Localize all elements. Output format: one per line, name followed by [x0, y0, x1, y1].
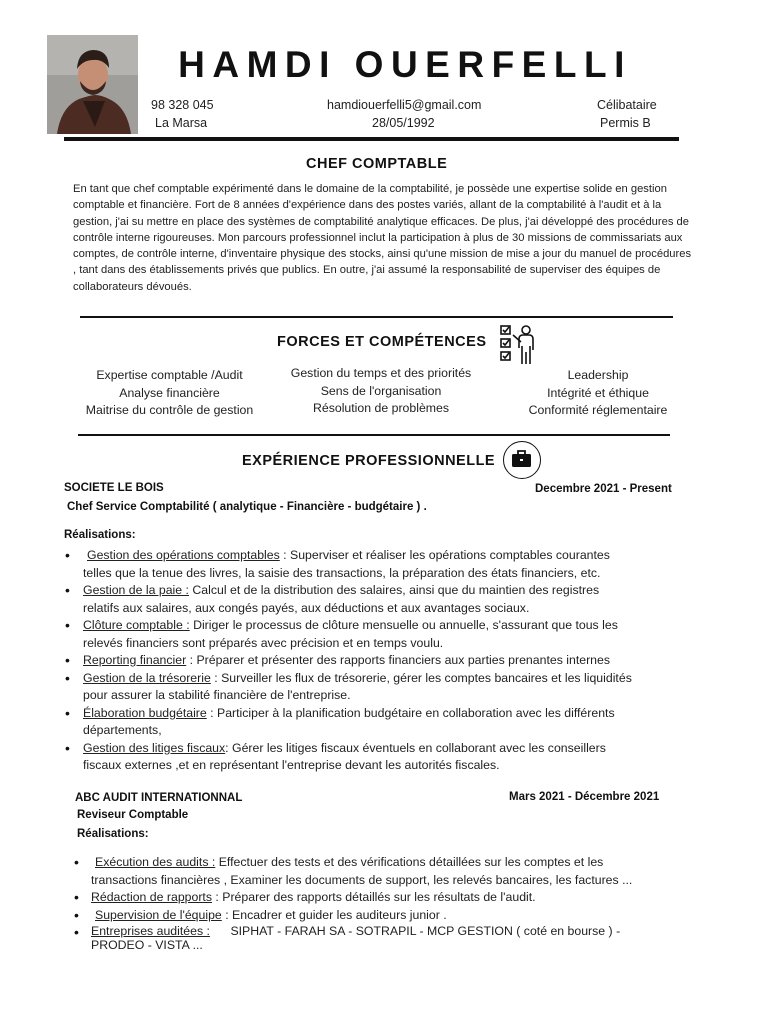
- checklist-person-icon: [499, 324, 539, 366]
- job-role: Chef Service Comptabilité ( analytique - Financière - budgétaire ) .: [67, 501, 427, 513]
- city: La Marsa: [155, 116, 208, 130]
- achievement-text: SIPHAT - FARAH SA - SOTRAPIL - MCP GESTION ( coté en bourse ) -: [230, 924, 621, 938]
- skill-item: Conformité réglementaire: [528, 403, 668, 417]
- experience-title: EXPÉRIENCE PROFESSIONNELLE: [242, 453, 496, 469]
- job-dates: Mars 2021 - Décembre 2021: [509, 791, 660, 803]
- list-item: [65, 617, 695, 652]
- achievement-title: Reporting financier: [83, 653, 187, 667]
- skill-item: Expertise comptable /Audit: [96, 368, 243, 382]
- full-name: HAMDI OUERFELLI: [178, 44, 632, 85]
- skills-column-2: [268, 365, 494, 418]
- achievement-text: départements,: [83, 723, 162, 737]
- list-item: [65, 582, 695, 617]
- achievement-text: transactions financières , Examiner les documents de support, les relevés bancaires, les factures ...: [91, 872, 633, 887]
- bullet: •: [74, 889, 79, 905]
- bullet: •: [65, 739, 70, 756]
- bullet: •: [65, 669, 70, 686]
- briefcase-icon: [503, 441, 541, 479]
- skills-column-1: [62, 367, 277, 420]
- achievement-text: relevés financiers sont préparés avec précision et en temps voulu.: [83, 635, 444, 650]
- company-name: SOCIETE LE BOIS: [64, 482, 164, 494]
- achievements-label: Réalisations:: [77, 828, 149, 840]
- bullet: •: [74, 924, 79, 940]
- achievement-title: Exécution des audits :: [95, 855, 216, 869]
- job-dates: Decembre 2021 - Present: [535, 483, 672, 495]
- achievement-title: Entreprises auditées :: [91, 924, 210, 938]
- bullet: •: [65, 704, 70, 721]
- achievement-text: Participer à la planification budgétaire en collaboration avec les différents: [217, 705, 615, 720]
- profile-photo: [47, 35, 138, 134]
- bullet: •: [74, 906, 79, 923]
- achievement-text: Superviser et réaliser les opérations comptables courantes: [290, 548, 610, 562]
- achievement-text: telles que la tenue des livres, la saisie des transactions, la préparation des états financiers, etc.: [83, 565, 601, 580]
- skill-item: Sens de l'organisation: [320, 383, 442, 398]
- birth-date: 28/05/1992: [372, 116, 435, 130]
- achievement-title: Clôture comptable :: [83, 618, 190, 632]
- achievements-label: Réalisations:: [64, 529, 136, 541]
- bullet: •: [74, 854, 79, 870]
- section-divider: [80, 316, 673, 318]
- achievement-title: Gestion de la trésorerie: [83, 670, 211, 685]
- list-item: • Rédaction de rapports : Préparer des rapports détaillés sur les résultats de l'audit.: [74, 889, 536, 905]
- achievement-text: PRODEO - VISTA ...: [91, 938, 203, 952]
- list-item: • Supervision de l'équipe : Encadrer et guider les auditeurs junior .: [74, 906, 447, 923]
- skill-item: Leadership: [567, 368, 629, 382]
- bullet: •: [65, 617, 70, 633]
- bullet: •: [65, 547, 70, 563]
- skills-title: FORCES ET COMPÉTENCES: [277, 334, 487, 350]
- skills-column-3: [508, 367, 688, 420]
- skill-item: Maitrise du contrôle de gestion: [85, 403, 254, 417]
- skill-item: Analyse financière: [119, 385, 220, 400]
- achievement-title: Élaboration budgétaire: [83, 705, 207, 720]
- achievement-text: fiscaux externes ,et en représentant l'entreprise devant les autorités fiscales.: [83, 758, 500, 772]
- job-role: Reviseur Comptable: [77, 809, 189, 821]
- achievement-title: Gestion des opérations comptables: [87, 548, 280, 562]
- profile-summary: En tant que chef comptable expérimenté dans le domaine de la comptabilité, je possède une expertise solide en gestion comptable et financière. Fort de 8 années d'expérience dans des postes variés, allant de la comptabilité à l'audit et à la gestion, j'ai su mettre en place des systèmes de comptabilité analytique efficaces. De plus, j'ai développé des procédures de contrôle interne rigoureuses. Mon parcours professionnel inclut la participation à plus de 30 missions de commissariats aux comptes, de contrôle interne, d'inventaire physique des stocks, ainsi qu'une mission de mise a jour du manuel de procédures , tant dans des établissements privés que publics. En outre, j'ai assumé la responsabilité de superviser des équipes de collaborateurs dévoués.: [73, 183, 692, 293]
- skill-item: Résolution de problèmes: [312, 401, 450, 415]
- achievement-text: Encadrer et guider les auditeurs junior .: [232, 907, 447, 922]
- list-item: • Gestion de la trésorerie : Surveiller les flux de trésorerie, gérer les comptes bancaires et les liquidités pour assurer la stabilité financière de l'entreprise.: [65, 670, 695, 705]
- list-item: [74, 924, 694, 952]
- achievement-text: Surveiller les flux de trésorerie, gérer les comptes bancaires et les liquidités: [221, 670, 632, 685]
- bullet: •: [65, 582, 70, 598]
- phone-number: 98 328 045: [151, 98, 214, 112]
- company-name: ABC AUDIT INTERNATIONNAL: [75, 792, 243, 804]
- achievement-title: Rédaction de rapports: [91, 890, 212, 904]
- achievement-text: Diriger le processus de clôture mensuelle ou annuelle, s'assurant que tous les: [193, 618, 618, 632]
- list-item: • Élaboration budgétaire : Participer à la planification budgétaire en collaboration avec les différents départements,: [65, 705, 695, 740]
- list-item: • Gestion des opérations comptables : Superviser et réaliser les opérations comptables courantes telles que la tenue des livres, la saisie des transactions, la préparation des états financiers, etc.: [65, 547, 695, 582]
- achievements-list: [74, 854, 694, 952]
- driving-license: Permis B: [600, 116, 651, 130]
- achievement-title: Supervision de l'équipe: [95, 907, 222, 922]
- achievement-text: relatifs aux salaires, aux congés payés, aux déductions et aux avantages sociaux.: [83, 600, 530, 615]
- achievement-title: Gestion des litiges fiscaux: [83, 740, 226, 755]
- achievement-text: Effectuer des tests et des vérifications détaillées sur les comptes et les: [218, 855, 604, 869]
- section-divider: [78, 434, 670, 436]
- list-item: • Gestion des litiges fiscaux: Gérer les litiges fiscaux éventuels en collaborant avec les conseillers fiscaux externes ,et en représentant l'entreprise devant les autorités fiscales.: [65, 740, 695, 775]
- achievement-text: Gérer les litiges fiscaux éventuels en collaborant avec les conseillers: [232, 740, 606, 755]
- header-divider: [64, 137, 679, 141]
- skill-item: Gestion du temps et des priorités: [290, 366, 472, 380]
- list-item: • Reporting financier : Préparer et présenter des rapports financiers aux parties prenantes internes: [65, 652, 611, 668]
- bullet: •: [65, 652, 70, 668]
- achievement-text: Calcul et de la distribution des salaires, ainsi que du maintien des registres: [192, 583, 600, 597]
- marital-status: Célibataire: [597, 98, 657, 112]
- email-address: hamdiouerfelli5@gmail.com: [327, 98, 482, 112]
- skill-item: Intégrité et éthique: [547, 385, 649, 400]
- achievement-text: Préparer des rapports détaillés sur les résultats de l'audit.: [222, 890, 536, 904]
- achievement-title: Gestion de la paie :: [83, 583, 189, 597]
- achievement-text: pour assurer la stabilité financière de l'entreprise.: [83, 688, 351, 702]
- job-title: CHEF COMPTABLE: [306, 156, 448, 172]
- achievement-text: Préparer et présenter des rapports financiers aux parties prenantes internes: [196, 653, 611, 667]
- achievements-list: [65, 547, 695, 775]
- list-item: [74, 854, 694, 889]
